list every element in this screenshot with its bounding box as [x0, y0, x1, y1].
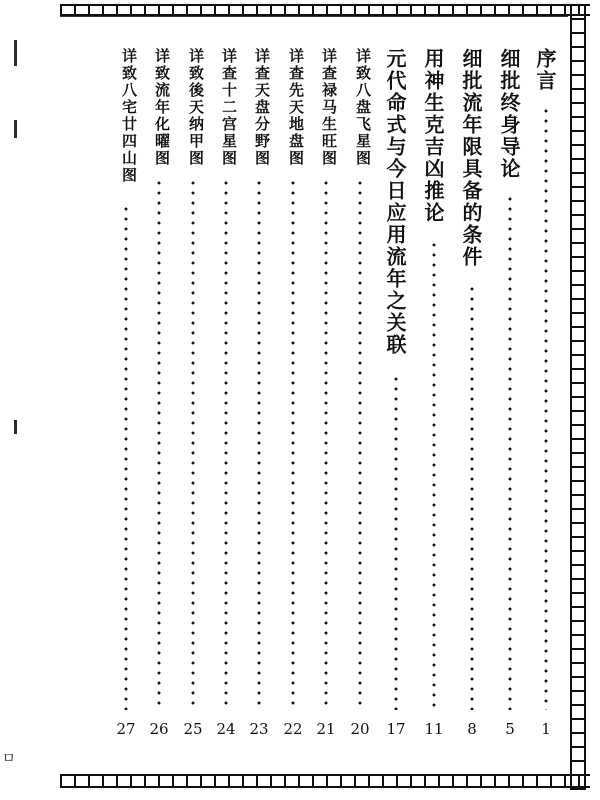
- toc-leader-dots: [324, 178, 328, 710]
- scan-edge-mark: [14, 420, 17, 434]
- toc-entry-page: 5: [505, 720, 515, 738]
- toc-entry[interactable]: [458, 48, 486, 748]
- toc-leader-dots: [157, 178, 161, 710]
- toc-entry[interactable]: [212, 48, 240, 748]
- toc-entry-title: 详致後天纳甲图: [187, 48, 205, 167]
- toc-entry-page: 27: [116, 720, 136, 738]
- toc-entry-page: 22: [283, 720, 303, 738]
- toc-entry[interactable]: [179, 48, 207, 748]
- toc-entry[interactable]: [279, 48, 307, 748]
- toc-leader-dots: [470, 284, 474, 710]
- toc-entry-page: 25: [183, 720, 203, 738]
- toc-entry-page: 8: [467, 720, 477, 738]
- toc-entry-page: 26: [149, 720, 169, 738]
- toc-entry-title: 细批终身导论: [497, 48, 521, 180]
- toc-entry-title: 用神生克吉凶推论: [421, 48, 445, 224]
- toc-entry[interactable]: [532, 48, 560, 748]
- toc-entry-title: 详致流年化曜图: [153, 48, 171, 167]
- toc-entry[interactable]: [112, 48, 140, 748]
- toc-entry[interactable]: [312, 48, 340, 748]
- decorative-border-right: [570, 4, 586, 790]
- toc-entry-page: 21: [316, 720, 336, 738]
- toc-entry-page: 23: [249, 720, 269, 738]
- margin-glyph: ㅁ: [2, 751, 16, 767]
- toc-entry-title: 详致八盘飞星图: [354, 48, 372, 167]
- toc-leader-dots: [358, 178, 362, 710]
- toc-entry-title: 序言: [533, 48, 557, 92]
- decorative-border-bottom: [60, 774, 590, 788]
- toc-leader-dots: [508, 194, 512, 710]
- toc-leader-dots: [291, 178, 295, 710]
- toc-entry[interactable]: [245, 48, 273, 748]
- toc-entry-title: 详查天盘分野图: [253, 48, 271, 167]
- toc-leader-dots: [544, 106, 548, 710]
- toc-entry-title: 元代命式与今日应用流年之关联: [383, 48, 407, 356]
- scan-edge-mark: [14, 120, 17, 138]
- toc-entry-page: 11: [424, 720, 444, 738]
- toc-leader-dots: [191, 178, 195, 710]
- toc-entry-page: 24: [216, 720, 236, 738]
- toc-entry-page: 1: [541, 720, 551, 738]
- toc-leader-dots: [124, 204, 128, 710]
- toc-entry-title: 细批流年限具备的条件: [459, 48, 483, 268]
- toc-entry-title: 详致八宅廿四山图: [120, 48, 138, 184]
- toc-entry[interactable]: [382, 48, 410, 748]
- toc-entry-page: 17: [386, 720, 406, 738]
- toc-entry-title: 详查先天地盘图: [287, 48, 305, 167]
- toc-entry-page: 20: [350, 720, 370, 738]
- toc-entry-title: 详查十二宫星图: [220, 48, 238, 167]
- toc-entry[interactable]: [496, 48, 524, 748]
- decorative-border-top: [60, 4, 590, 16]
- toc-entry-title: 详查禄马生旺图: [320, 48, 338, 167]
- toc-leader-dots: [394, 374, 398, 710]
- toc-entry[interactable]: [145, 48, 173, 748]
- toc-entry[interactable]: [420, 48, 448, 748]
- toc-leader-dots: [432, 240, 436, 710]
- scan-edge-mark: [14, 40, 17, 66]
- toc-leader-dots: [224, 178, 228, 710]
- toc-leader-dots: [257, 178, 261, 710]
- toc-entry[interactable]: [346, 48, 374, 748]
